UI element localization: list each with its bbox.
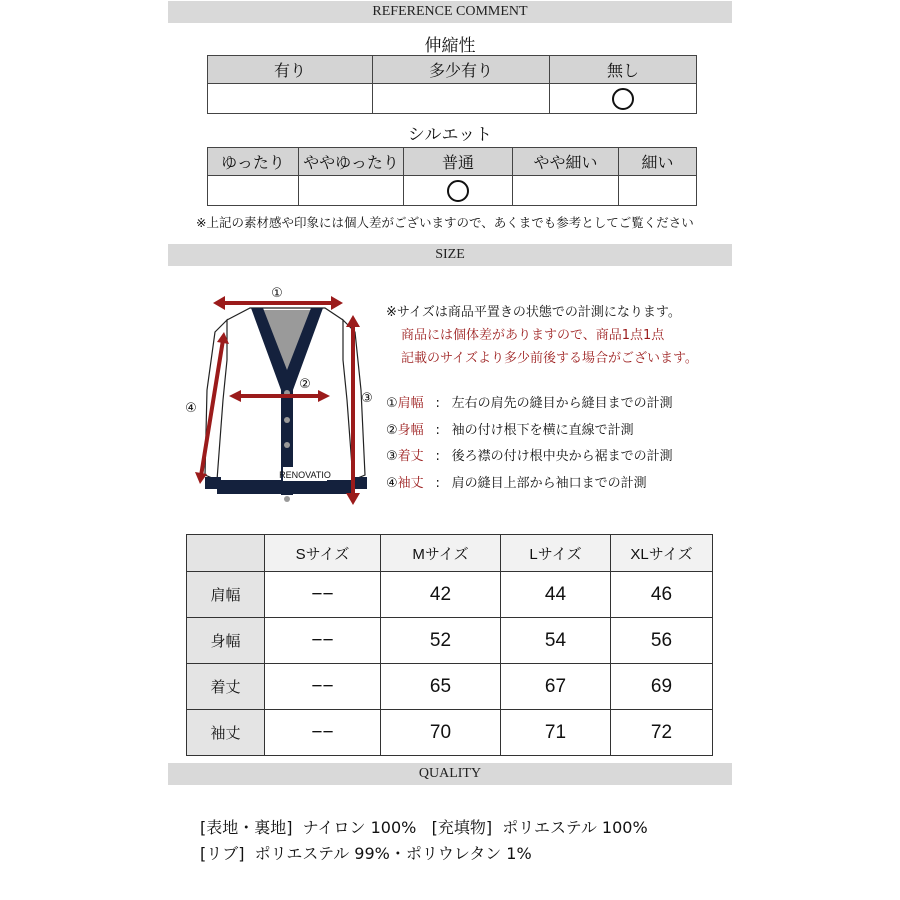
garment-diagram [175,280,395,505]
table-row: 肩幅 −− 42 44 46 [187,572,713,618]
section-header-size: SIZE [168,244,732,266]
measure-def: ④袖丈 : 肩の縫目上部から袖口までの計測 [386,475,647,491]
table-row: 身幅 −− 52 54 56 [187,618,713,664]
silhouette-table [207,147,697,206]
silhouette-title: シルエット [407,125,493,145]
measurement-definitions [386,391,673,497]
section-header-quality: QUALITY [168,763,732,785]
silhouette-cell [619,176,697,206]
size-table [186,534,713,756]
stretch-title: 伸縮性 [424,36,476,56]
stretch-table [207,55,697,114]
svg-text:②: ② [299,377,311,392]
silhouette-cell [208,176,299,206]
stretch-cell-selected [550,84,697,114]
section-header-reference: REFERENCE COMMENT [168,1,732,23]
reference-note: ※上記の素材感や印象には個人差がございますので、あくまでも参考としてご覧ください [196,215,694,230]
circle-mark-icon [612,88,634,110]
silhouette-cell [299,176,404,206]
measure-def: ③着丈 : 後ろ襟の付け根中央から裾までの計測 [386,449,673,464]
stretch-option: 無し [550,56,697,84]
silhouette-cell [513,176,619,206]
silhouette-option: 普通 [404,148,513,176]
stretch-option: 多少有り [373,56,550,84]
size-note-1: ※サイズは商品平置きの状態での計測になります。 [386,305,681,320]
table-row: 袖丈 −− 70 71 72 [187,710,713,756]
size-header: Sサイズ [265,535,381,572]
silhouette-option: やや細い [513,148,619,176]
svg-text:RENOVATIO: RENOVATIO [279,470,331,480]
stretch-cell [208,84,373,114]
size-header: Lサイズ [501,535,611,572]
svg-text:①: ① [271,286,283,301]
size-note-2: 商品には個体差がありますので、商品1点1点 [401,328,665,343]
size-note-3: 記載のサイズより多少前後する場合がございます。 [401,351,698,366]
stretch-option: 有り [208,56,373,84]
cardigan-illustration-icon [175,280,395,505]
svg-text:④: ④ [185,401,197,416]
silhouette-option: ややゆったり [299,148,404,176]
size-header: XLサイズ [611,535,713,572]
quality-line-1: [表地・裏地] ナイロン 100% [充填物] ポリエステル 100% [200,818,648,837]
svg-text:③: ③ [361,391,373,406]
measure-def: ①肩幅 : 左右の肩先の縫目から縫目までの計測 [386,396,673,411]
silhouette-cell-selected [404,176,513,206]
size-header: Mサイズ [381,535,501,572]
measure-def: ②身幅 : 袖の付け根下を横に直線で計測 [386,422,634,438]
table-row: 着丈 −− 65 67 69 [187,664,713,710]
stretch-cell [373,84,550,114]
size-header-blank [187,535,265,572]
silhouette-option: 細い [619,148,697,176]
circle-mark-icon [447,180,469,202]
quality-line-2: [リブ] ポリエステル 99%・ポリウレタン 1% [200,844,532,863]
silhouette-option: ゆったり [208,148,299,176]
